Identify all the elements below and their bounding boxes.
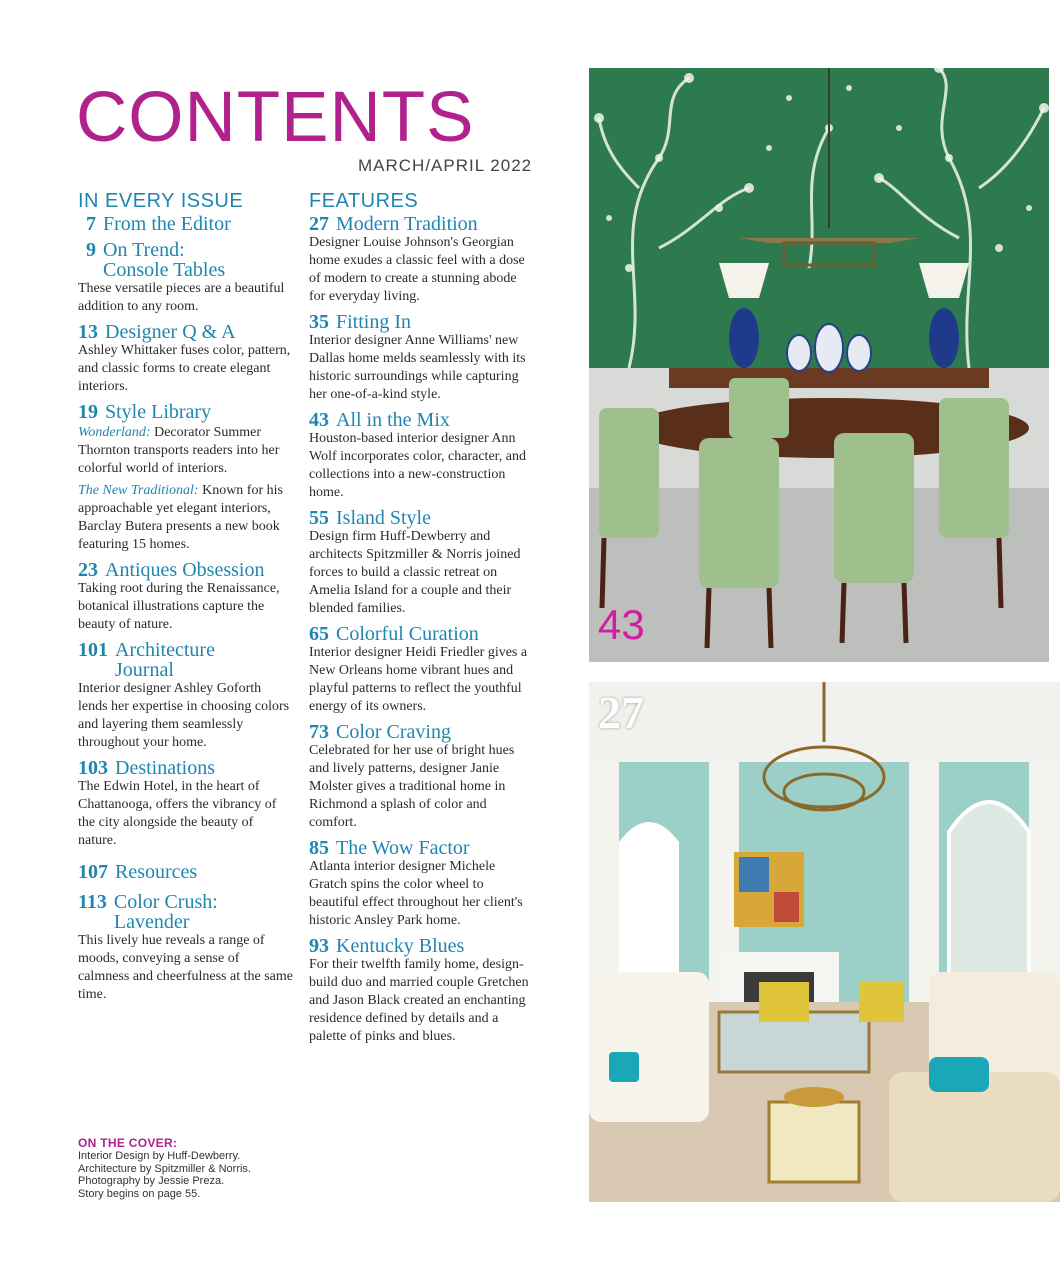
entry-description: For their twelfth family home, design-build duo and married couple Gretchen and Jason Black created an enchanting residence defined by details and a palette of pinks and blues. bbox=[309, 957, 529, 1044]
subitem-text: Known for his approachable yet elegant interiors, Barclay Butera presents a new book featuring 15 homes. bbox=[78, 483, 283, 552]
toc-entry[interactable] bbox=[309, 624, 531, 716]
entry-description: Design firm Huff-Dewberry and architects Spitzmiller & Norris joined forces to build a classic retreat on Amelia Island for a couple and their blended families. bbox=[309, 529, 521, 616]
cover-credit-text bbox=[78, 1150, 298, 1200]
entry-title: The Wow Factor bbox=[336, 837, 470, 859]
toc-entry[interactable] bbox=[78, 862, 293, 882]
entry-title: Resources bbox=[115, 861, 198, 883]
entry-page: 101 bbox=[78, 639, 108, 661]
entry-page: 27 bbox=[309, 213, 329, 235]
entry-title: On Trend: Console Tables bbox=[103, 239, 226, 281]
entry-page: 23 bbox=[78, 559, 98, 581]
features-column bbox=[309, 190, 531, 1052]
toc-entry[interactable] bbox=[78, 758, 293, 850]
subitem-label: Wonderland: bbox=[78, 425, 151, 440]
toc-entry[interactable] bbox=[309, 722, 531, 832]
entry-description: Houston-based interior designer Ann Wolf incorporates color, character, and collections into a new-construction home. bbox=[309, 431, 526, 500]
toc-entry[interactable] bbox=[309, 410, 531, 502]
photo-page-number: 27 bbox=[598, 687, 644, 738]
entry-page: 9 bbox=[86, 239, 96, 261]
entry-subitem bbox=[78, 482, 293, 554]
entry-page: 107 bbox=[78, 861, 108, 883]
entry-page: 93 bbox=[309, 935, 329, 957]
entry-page: 43 bbox=[309, 409, 329, 431]
entry-page: 13 bbox=[78, 321, 98, 343]
toc-entry[interactable] bbox=[309, 312, 531, 404]
entry-title: Style Library bbox=[105, 401, 212, 423]
subitem-label: The New Traditional: bbox=[78, 483, 199, 498]
entry-page: 65 bbox=[309, 623, 329, 645]
entry-title: Destinations bbox=[115, 757, 215, 779]
entry-page: 19 bbox=[78, 401, 98, 423]
subitem-text: Decorator Summer Thornton transports readers into her colorful world of interiors. bbox=[78, 425, 280, 476]
entry-title: Kentucky Blues bbox=[336, 935, 465, 957]
entry-description: The Edwin Hotel, in the heart of Chattanooga, offers the vibrancy of the city alongside the beauty of nature. bbox=[78, 779, 277, 848]
entry-title: Designer Q & A bbox=[105, 321, 236, 343]
cover-credit-line: Interior Design by Huff-Dewberry. bbox=[78, 1150, 241, 1162]
toc-entry[interactable] bbox=[309, 936, 531, 1046]
entry-title: Color Craving bbox=[336, 721, 451, 743]
toc-entry[interactable] bbox=[78, 640, 293, 752]
entry-description: Taking root during the Renaissance, botanical illustrations capture the beauty of nature. bbox=[78, 581, 280, 632]
in-every-issue-column bbox=[78, 190, 293, 1010]
features-heading: FEATURES bbox=[309, 190, 419, 212]
entry-title: Island Style bbox=[336, 507, 431, 529]
living-room-photo[interactable] bbox=[589, 682, 1060, 1202]
entry-description: Atlanta interior designer Michele Gratch spins the color wheel to beautiful effect throughout her client's historic Ansley Park home. bbox=[309, 859, 523, 928]
toc-entry[interactable] bbox=[78, 560, 293, 634]
photo-page-number: 43 bbox=[598, 601, 645, 648]
dining-room-photo[interactable] bbox=[589, 68, 1049, 662]
toc-entry[interactable] bbox=[309, 838, 531, 930]
toc-entry[interactable] bbox=[78, 214, 293, 234]
entry-page: 35 bbox=[309, 311, 329, 333]
cover-credit-line: Architecture by Spitzmiller & Norris. bbox=[78, 1162, 251, 1175]
entry-page: 113 bbox=[78, 891, 107, 913]
entry-title: Modern Tradition bbox=[336, 213, 478, 235]
entry-description: Interior designer Anne Williams' new Dallas home melds seamlessly with its historic surroundings while capturing her one-of-a-kind style. bbox=[309, 333, 526, 402]
entry-description: This lively hue reveals a range of moods, conveying a sense of calmness and cheerfulness at the same time. bbox=[78, 933, 293, 1002]
entry-page: 103 bbox=[78, 757, 108, 779]
toc-entry[interactable] bbox=[309, 214, 531, 306]
entry-title: Architecture Journal bbox=[115, 639, 215, 681]
page-title: CONTENTS bbox=[76, 78, 475, 157]
cover-credit-heading: ON THE COVER: bbox=[78, 1136, 178, 1150]
entry-description: Designer Louise Johnson's Georgian home exudes a classic feel with a dose of modern to create a stunning abode for everyday living. bbox=[309, 235, 525, 304]
toc-entry[interactable] bbox=[78, 402, 293, 554]
cover-credit-line: Photography by Jessie Preza. bbox=[78, 1175, 225, 1187]
entry-title: Color Crush: Lavender bbox=[113, 891, 218, 933]
toc-entry[interactable] bbox=[78, 322, 293, 396]
toc-entry[interactable] bbox=[78, 892, 293, 1004]
entry-title: From the Editor bbox=[103, 213, 231, 235]
entry-title: All in the Mix bbox=[336, 409, 450, 431]
cover-credit-line: Story begins on page 55. bbox=[78, 1187, 201, 1200]
entry-page: 7 bbox=[86, 213, 96, 235]
toc-entry[interactable] bbox=[78, 240, 293, 316]
entry-page: 55 bbox=[309, 507, 329, 529]
entry-title: Antiques Obsession bbox=[105, 559, 265, 581]
entry-description: Interior designer Ashley Goforth lends her expertise in choosing colors and layering them seamlessly throughout your home. bbox=[78, 681, 290, 750]
entry-page: 85 bbox=[309, 837, 329, 859]
living-room-illustration bbox=[589, 682, 1060, 1202]
entry-title: Colorful Curation bbox=[336, 623, 479, 645]
entry-description: Ashley Whittaker fuses color, pattern, and classic forms to create elegant interiors. bbox=[78, 343, 291, 394]
dining-room-illustration bbox=[589, 68, 1049, 662]
toc-entry[interactable] bbox=[309, 508, 531, 618]
entry-description: These versatile pieces are a beautiful addition to any room. bbox=[78, 281, 285, 314]
entry-subitem bbox=[78, 424, 293, 478]
entry-page: 73 bbox=[309, 721, 329, 743]
in-every-issue-heading: IN EVERY ISSUE bbox=[78, 190, 244, 212]
entry-title: Fitting In bbox=[336, 311, 412, 333]
entry-description: Interior designer Heidi Friedler gives a New Orleans home vibrant hues and playful patterns to reflect the youthful energy of its owners. bbox=[309, 645, 528, 714]
issue-date: MARCH/APRIL 2022 bbox=[358, 156, 533, 175]
entry-description: Celebrated for her use of bright hues and lively patterns, designer Janie Molster gives a traditional home in Richmond a splash of color and comfort. bbox=[309, 743, 515, 830]
